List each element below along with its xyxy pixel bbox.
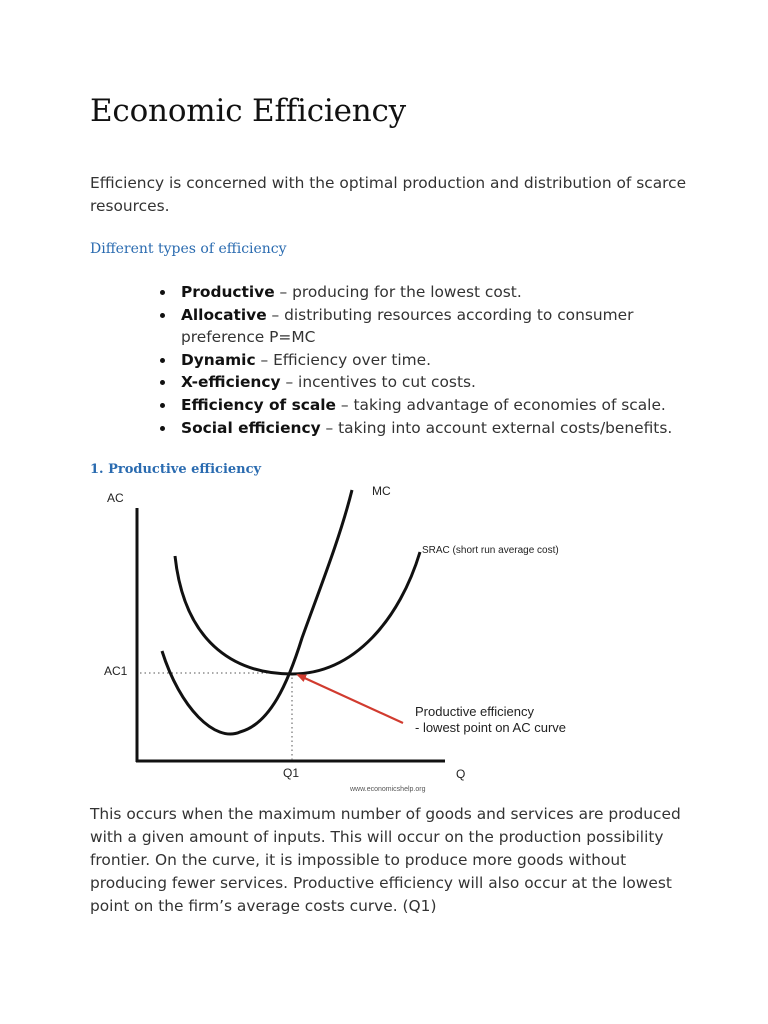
list-item-term: Productive — [181, 283, 275, 301]
ac1-label: AC1 — [104, 664, 128, 678]
source-credit: www.economicshelp.org — [350, 786, 426, 793]
page-title: Economic Efficiency — [90, 93, 406, 129]
list-item — [181, 417, 681, 440]
list-item-term: X-efficiency — [181, 373, 281, 392]
list-item-desc: – Efficiency over time. — [255, 350, 431, 369]
efficiency-types-list — [181, 281, 681, 439]
diagram-svg — [100, 478, 600, 800]
list-item-desc: – distributing resources according to consumer preference P=MC — [181, 305, 634, 347]
srac-label: SRAC (short run average cost) — [422, 545, 559, 556]
x-axis-label: Q — [456, 767, 466, 781]
q1-label: Q1 — [283, 766, 300, 780]
list-item-term: Dynamic — [181, 350, 256, 369]
list-item-desc: – taking advantage of economies of scale. — [336, 395, 666, 414]
list-item-desc: – incentives to cut costs. — [280, 373, 476, 392]
list-item — [181, 304, 681, 349]
list-item — [181, 394, 681, 417]
y-axis-label: AC — [107, 491, 124, 505]
list-item — [181, 371, 681, 394]
efficiency-arrow — [298, 675, 403, 723]
section-heading-productive: 1. Productive efficiency — [90, 462, 262, 477]
types-heading: Different types of efficiency — [90, 241, 287, 257]
intro-paragraph: Efficiency is concerned with the optimal production and distribution of scarce resources. — [90, 174, 687, 215]
list-item-desc: – taking into account external costs/benefits. — [320, 418, 673, 437]
annotation-title: Productive efficiency — [415, 704, 534, 719]
list-item — [181, 349, 681, 372]
list-item-term: Allocative — [181, 305, 267, 324]
list-item-desc: – producing for the lowest cost. — [274, 283, 522, 301]
list-item — [181, 281, 681, 304]
body-paragraph: This occurs when the maximum number of goods and services are produced with a given amount of inputs. This will occur on the production possibility frontier. On the curve, it is impossible to produce more goods without producing fewer services. Productive efficiency will also occur at the lowest point on the firm’s average costs curve. (Q1) — [90, 805, 681, 915]
annotation-subtitle: - lowest point on AC curve — [415, 720, 567, 735]
productive-efficiency-diagram — [100, 478, 600, 800]
list-item-term: Social efficiency — [181, 418, 321, 437]
list-item-term: Efficiency of scale — [181, 395, 336, 414]
mc-label: MC — [372, 484, 391, 498]
